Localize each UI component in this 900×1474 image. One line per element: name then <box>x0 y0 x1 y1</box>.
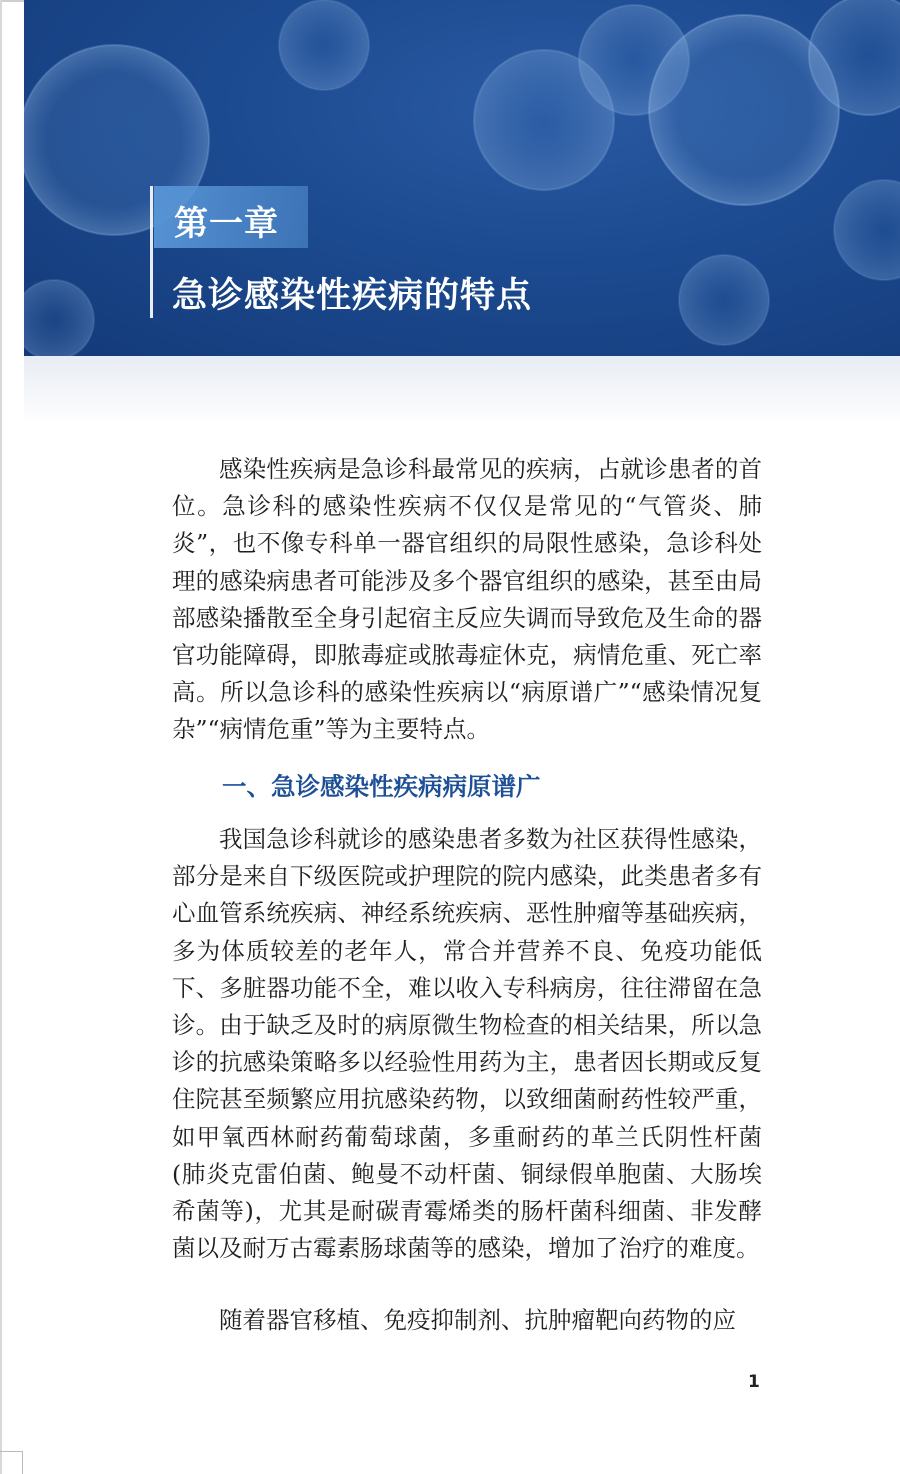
section-paragraph: 我国急诊科就诊的感染患者多数为社区获得性感染，部分是来自下级医院或护理院的院内感染，此类患者多有心血管系统疾病、神经系统疾病、恶性肿瘤等基础疾病，多为体质较差的老年人，常合并营养不良、免疫功能低下、多脏器功能不全，难以收入专科病房，往往滞留在急诊。由于缺乏及时的病原微生物检查的相关结果，所以急诊的抗感染策略多以经验性用药为主，患者因长期或反复住院甚至频繁应用抗感染药物，以致细菌耐药性较严重，如甲氧西林耐药葡萄球菌，多重耐药的革兰氏阴性杆菌(肺炎克雷伯菌、鲍曼不动杆菌、铜绿假单胞菌、大肠埃希菌等)，尤其是耐碳青霉烯类的肠杆菌科细菌、非发酵菌以及耐万古霉素肠球菌等的感染，增加了治疗的难度。 <box>172 825 762 1263</box>
banner-fade <box>24 356 900 426</box>
chapter-accent-bar <box>150 186 153 318</box>
crop-mark-bottom-left <box>0 1451 23 1474</box>
page-edge-left <box>0 0 2 1474</box>
chapter-number: 第一章 <box>174 204 279 244</box>
chapter-title: 急诊感染性疾病的特点 <box>172 276 533 316</box>
section-heading: 一、急诊感染性疾病病原谱广 <box>222 772 541 801</box>
page-number: 1 <box>748 1372 760 1392</box>
intro-paragraph: 感染性疾病是急诊科最常见的疾病，占就诊患者的首位。急诊科的感染性疾病不仅仅是常见的“气管炎、肺炎”，也不像专科单一器官组织的局限性感染，急诊科处理的感染病患者可能涉及多个器官组织的感染，甚至由局部感染播散至全身引起宿主反应失调而导致危及生命的器官功能障碍，即脓毒症或脓毒症休克，病情危重、死亡率高。所以急诊科的感染性疾病以“病原谱广”“感染情况复杂”“病情危重”等为主要特点。 <box>172 455 762 744</box>
continuation-paragraph: 随着器官移植、免疫抑制剂、抗肿瘤靶向药物的应 <box>219 1306 736 1334</box>
